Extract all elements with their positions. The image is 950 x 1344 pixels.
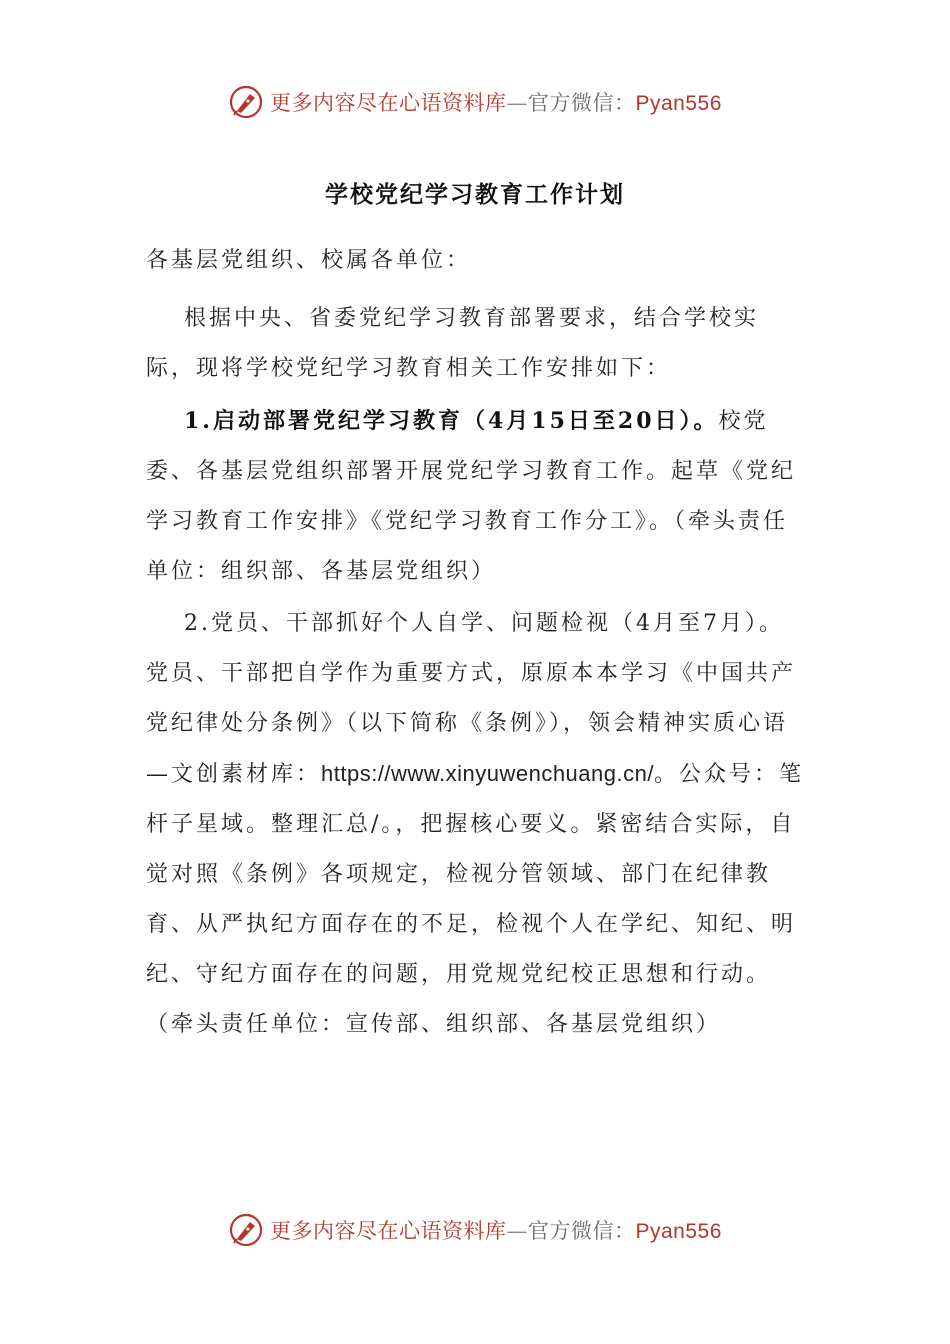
item-2-body-part1: 党员、干部把自学作为重要方式，原原本本学习《中国共产党纪律处分条例》（以下简称《条例》），领会精神实质心语—文创素材库： bbox=[146, 661, 797, 787]
pen-nib-circle-icon bbox=[228, 1212, 264, 1248]
item-2-body-part2: 。公众号：笔杆子星域。整理汇总/。，把握核心要义。紧密结合实际，自觉对照《条例》各项规定，检视分管领域、部门在纪律教育、从严执纪方面存在的不足，检视个人在学纪、知纪、明纪、守纪方面存在的问题，用党规党纪校正思想和行动。（牵头责任单位：宣传部、组织部、各基层党组织） bbox=[146, 762, 804, 1037]
banner-main-text: 更多内容尽在心语资料库 bbox=[270, 91, 507, 115]
item-2-paragraph bbox=[146, 599, 808, 1050]
item-1-body: 校党委、各基层党组织部署开展党纪学习教育工作。起草《党纪学习教育工作安排》《党纪学习教育工作分工》。（牵头责任单位：组织部、各基层党组织） bbox=[146, 409, 797, 584]
salutation: 各基层党组织、校属各单位： bbox=[146, 248, 472, 273]
banner-wechat-id: Pyan556 bbox=[635, 1220, 722, 1243]
intro-paragraph: 根据中央、省委党纪学习教育部署要求，结合学校实际，现将学校党纪学习教育相关工作安排如下： bbox=[146, 306, 760, 381]
banner-sub-text: 官方微信： bbox=[528, 1219, 636, 1243]
banner-dash: — bbox=[506, 91, 528, 115]
document-title: 学校党纪学习教育工作计划 bbox=[325, 181, 625, 208]
header-banner bbox=[228, 82, 728, 122]
document-body bbox=[146, 236, 808, 1050]
banner-wechat-id: Pyan556 bbox=[635, 92, 722, 115]
banner-main-text: 更多内容尽在心语资料库 bbox=[270, 1219, 507, 1243]
pen-nib-circle-icon bbox=[228, 84, 264, 120]
banner-dash: — bbox=[506, 1219, 528, 1243]
banner-text bbox=[270, 87, 722, 117]
footer-banner bbox=[228, 1210, 728, 1250]
item-2-url: https://www.xinyuwenchuang.cn/ bbox=[321, 761, 654, 786]
item-1-heading: 1.启动部署党纪学习教育（4月15日至20日）。 bbox=[184, 408, 719, 434]
banner-sub-text: 官方微信： bbox=[528, 91, 636, 115]
item-2-heading: 2.党员、干部抓好个人自学、问题检视（4月至7月）。 bbox=[184, 611, 784, 636]
item-1-paragraph bbox=[146, 396, 808, 597]
banner-text bbox=[270, 1215, 722, 1245]
